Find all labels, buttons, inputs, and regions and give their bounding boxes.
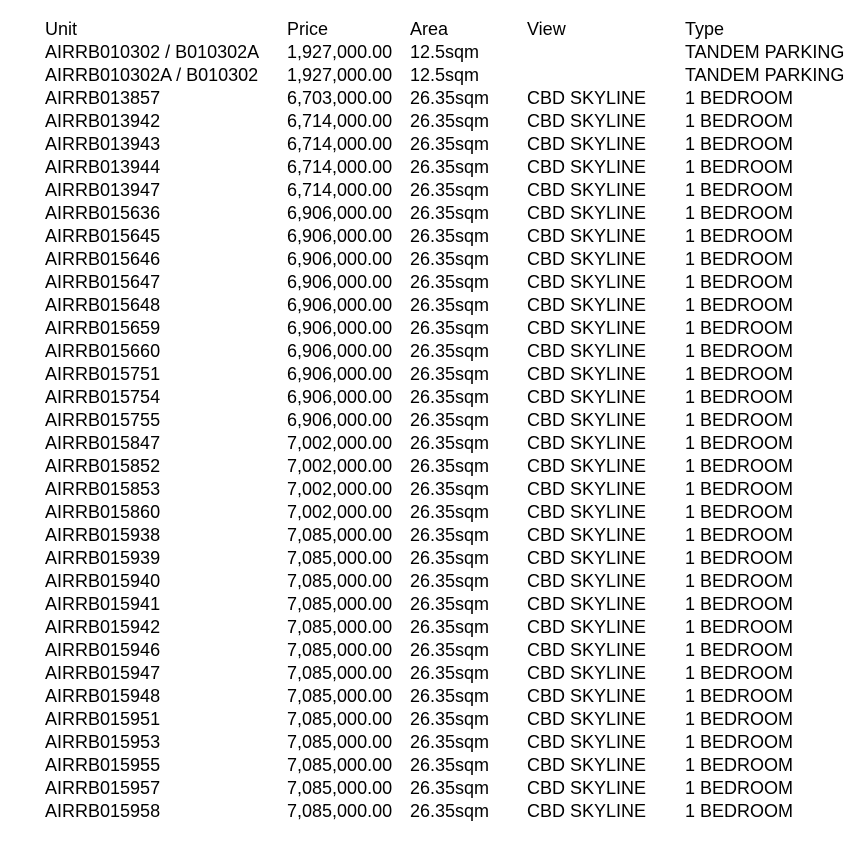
cell-type: 1 BEDROOM (685, 640, 794, 660)
cell-area: 26.35sqm (410, 640, 490, 660)
cell-unit: AIRRB015951 (45, 709, 161, 729)
cell-price: 6,714,000.00 (287, 111, 393, 131)
table-row (45, 432, 865, 455)
cell-view: CBD SKYLINE (527, 479, 647, 499)
cell-price: 7,002,000.00 (287, 456, 393, 476)
cell-type: 1 BEDROOM (685, 272, 794, 292)
table-row (45, 478, 865, 501)
cell-unit: AIRRB013857 (45, 88, 161, 108)
cell-area: 26.35sqm (410, 249, 490, 269)
table-row (45, 547, 865, 570)
cell-unit: AIRRB015754 (45, 387, 161, 407)
cell-type: 1 BEDROOM (685, 456, 794, 476)
cell-area: 26.35sqm (410, 318, 490, 338)
cell-price: 7,002,000.00 (287, 433, 393, 453)
cell-unit: AIRRB010302 / B010302A (45, 42, 260, 62)
cell-unit: AIRRB015853 (45, 479, 161, 499)
cell-price: 6,906,000.00 (287, 318, 393, 338)
cell-type: 1 BEDROOM (685, 548, 794, 568)
table-row (45, 708, 865, 731)
cell-area: 26.35sqm (410, 479, 490, 499)
cell-view: CBD SKYLINE (527, 571, 647, 591)
cell-type: 1 BEDROOM (685, 571, 794, 591)
cell-price: 7,085,000.00 (287, 663, 393, 683)
cell-price: 6,714,000.00 (287, 180, 393, 200)
cell-price: 6,714,000.00 (287, 134, 393, 154)
table-row (45, 570, 865, 593)
table-row (45, 340, 865, 363)
cell-area: 26.35sqm (410, 456, 490, 476)
table-row (45, 156, 865, 179)
cell-price: 7,085,000.00 (287, 732, 393, 752)
cell-unit: AIRRB013947 (45, 180, 161, 200)
cell-type: 1 BEDROOM (685, 686, 794, 706)
cell-price: 7,085,000.00 (287, 617, 393, 637)
cell-area: 26.35sqm (410, 295, 490, 315)
cell-price: 6,906,000.00 (287, 203, 393, 223)
table-row (45, 248, 865, 271)
cell-price: 7,085,000.00 (287, 525, 393, 545)
cell-area: 26.35sqm (410, 433, 490, 453)
cell-price: 7,085,000.00 (287, 594, 393, 614)
cell-price: 7,085,000.00 (287, 778, 393, 798)
cell-type: 1 BEDROOM (685, 341, 794, 361)
table-row (45, 317, 865, 340)
cell-area: 26.35sqm (410, 410, 490, 430)
cell-view: CBD SKYLINE (527, 226, 647, 246)
cell-area: 26.35sqm (410, 663, 490, 683)
cell-area: 26.35sqm (410, 387, 490, 407)
cell-view: CBD SKYLINE (527, 272, 647, 292)
table-row (45, 501, 865, 524)
cell-unit: AIRRB015648 (45, 295, 161, 315)
table-row (45, 133, 865, 156)
cell-unit: AIRRB015860 (45, 502, 161, 522)
cell-area: 26.35sqm (410, 134, 490, 154)
table-row (45, 662, 865, 685)
table-row (45, 409, 865, 432)
cell-area: 26.35sqm (410, 548, 490, 568)
cell-area: 26.35sqm (410, 594, 490, 614)
cell-view: CBD SKYLINE (527, 640, 647, 660)
cell-type: 1 BEDROOM (685, 88, 794, 108)
cell-view: CBD SKYLINE (527, 387, 647, 407)
cell-unit: AIRRB015645 (45, 226, 161, 246)
cell-type: 1 BEDROOM (685, 617, 794, 637)
cell-type: 1 BEDROOM (685, 732, 794, 752)
cell-unit: AIRRB015948 (45, 686, 161, 706)
cell-price: 1,927,000.00 (287, 42, 393, 62)
cell-price: 7,085,000.00 (287, 686, 393, 706)
cell-type: TANDEM PARKING (685, 65, 845, 85)
cell-price: 6,906,000.00 (287, 226, 393, 246)
cell-area: 26.35sqm (410, 111, 490, 131)
cell-area: 26.35sqm (410, 801, 490, 821)
cell-area: 26.35sqm (410, 88, 490, 108)
unit-listing-table (45, 18, 865, 823)
table-row (45, 386, 865, 409)
cell-area: 26.35sqm (410, 203, 490, 223)
cell-area: 26.35sqm (410, 732, 490, 752)
cell-unit: AIRRB015636 (45, 203, 161, 223)
cell-view: CBD SKYLINE (527, 134, 647, 154)
cell-view: CBD SKYLINE (527, 755, 647, 775)
cell-type: TANDEM PARKING (685, 42, 845, 62)
column-header-price: Price (287, 19, 329, 39)
cell-view: CBD SKYLINE (527, 341, 647, 361)
cell-unit: AIRRB015660 (45, 341, 161, 361)
cell-view: CBD SKYLINE (527, 709, 647, 729)
cell-area: 26.35sqm (410, 617, 490, 637)
cell-unit: AIRRB015958 (45, 801, 161, 821)
table-header (45, 18, 865, 41)
cell-price: 6,906,000.00 (287, 249, 393, 269)
table-row (45, 87, 865, 110)
cell-unit: AIRRB015647 (45, 272, 161, 292)
cell-price: 7,002,000.00 (287, 502, 393, 522)
column-header-type: Type (685, 19, 725, 39)
cell-area: 12.5sqm (410, 42, 480, 62)
cell-view: CBD SKYLINE (527, 686, 647, 706)
cell-type: 1 BEDROOM (685, 525, 794, 545)
cell-area: 26.35sqm (410, 272, 490, 292)
cell-view: CBD SKYLINE (527, 364, 647, 384)
header-row (45, 18, 865, 41)
cell-price: 7,085,000.00 (287, 709, 393, 729)
cell-unit: AIRRB015659 (45, 318, 161, 338)
cell-price: 1,927,000.00 (287, 65, 393, 85)
cell-view (527, 41, 685, 64)
cell-unit: AIRRB013943 (45, 134, 161, 154)
cell-price: 6,906,000.00 (287, 410, 393, 430)
table-row (45, 202, 865, 225)
cell-unit: AIRRB015646 (45, 249, 161, 269)
cell-type: 1 BEDROOM (685, 755, 794, 775)
cell-view: CBD SKYLINE (527, 88, 647, 108)
cell-unit: AIRRB015755 (45, 410, 161, 430)
table-row (45, 685, 865, 708)
cell-type: 1 BEDROOM (685, 226, 794, 246)
cell-unit: AIRRB015941 (45, 594, 161, 614)
table-row (45, 593, 865, 616)
cell-type: 1 BEDROOM (685, 111, 794, 131)
cell-price: 6,906,000.00 (287, 341, 393, 361)
cell-area: 26.35sqm (410, 226, 490, 246)
cell-area: 26.35sqm (410, 364, 490, 384)
table-row (45, 225, 865, 248)
cell-type: 1 BEDROOM (685, 134, 794, 154)
cell-view: CBD SKYLINE (527, 295, 647, 315)
cell-unit: AIRRB013942 (45, 111, 161, 131)
table-row (45, 455, 865, 478)
table-row (45, 64, 865, 87)
table-row (45, 800, 865, 823)
cell-area: 26.35sqm (410, 180, 490, 200)
cell-view (527, 64, 685, 87)
cell-area: 12.5sqm (410, 65, 480, 85)
cell-view: CBD SKYLINE (527, 433, 647, 453)
column-header-area: Area (410, 19, 449, 39)
cell-unit: AIRRB015955 (45, 755, 161, 775)
cell-price: 6,703,000.00 (287, 88, 393, 108)
cell-view: CBD SKYLINE (527, 410, 647, 430)
cell-type: 1 BEDROOM (685, 778, 794, 798)
cell-type: 1 BEDROOM (685, 318, 794, 338)
cell-area: 26.35sqm (410, 502, 490, 522)
cell-area: 26.35sqm (410, 571, 490, 591)
cell-area: 26.35sqm (410, 778, 490, 798)
cell-price: 7,085,000.00 (287, 640, 393, 660)
cell-view: CBD SKYLINE (527, 548, 647, 568)
cell-view: CBD SKYLINE (527, 617, 647, 637)
table-row (45, 731, 865, 754)
cell-view: CBD SKYLINE (527, 525, 647, 545)
cell-area: 26.35sqm (410, 709, 490, 729)
cell-type: 1 BEDROOM (685, 295, 794, 315)
cell-unit: AIRRB015751 (45, 364, 161, 384)
table-row (45, 754, 865, 777)
cell-view: CBD SKYLINE (527, 180, 647, 200)
cell-type: 1 BEDROOM (685, 157, 794, 177)
cell-unit: AIRRB015852 (45, 456, 161, 476)
table-row (45, 41, 865, 64)
cell-view: CBD SKYLINE (527, 249, 647, 269)
cell-price: 7,085,000.00 (287, 548, 393, 568)
cell-price: 6,906,000.00 (287, 295, 393, 315)
cell-view: CBD SKYLINE (527, 663, 647, 683)
cell-type: 1 BEDROOM (685, 663, 794, 683)
cell-type: 1 BEDROOM (685, 180, 794, 200)
cell-area: 26.35sqm (410, 525, 490, 545)
table-row (45, 524, 865, 547)
cell-view: CBD SKYLINE (527, 732, 647, 752)
cell-price: 7,085,000.00 (287, 801, 393, 821)
cell-unit: AIRRB015940 (45, 571, 161, 591)
column-header-unit: Unit (45, 19, 78, 39)
cell-price: 6,906,000.00 (287, 272, 393, 292)
cell-price: 7,085,000.00 (287, 571, 393, 591)
cell-type: 1 BEDROOM (685, 479, 794, 499)
cell-unit: AIRRB015947 (45, 663, 161, 683)
cell-type: 1 BEDROOM (685, 203, 794, 223)
cell-type: 1 BEDROOM (685, 364, 794, 384)
table-body (45, 41, 865, 823)
table-row (45, 294, 865, 317)
cell-area: 26.35sqm (410, 755, 490, 775)
cell-area: 26.35sqm (410, 686, 490, 706)
cell-type: 1 BEDROOM (685, 410, 794, 430)
cell-type: 1 BEDROOM (685, 502, 794, 522)
cell-unit: AIRRB010302A / B010302 (45, 65, 259, 85)
cell-view: CBD SKYLINE (527, 778, 647, 798)
cell-type: 1 BEDROOM (685, 594, 794, 614)
table-row (45, 616, 865, 639)
cell-view: CBD SKYLINE (527, 111, 647, 131)
cell-unit: AIRRB015847 (45, 433, 161, 453)
cell-type: 1 BEDROOM (685, 249, 794, 269)
table-row (45, 271, 865, 294)
cell-area: 26.35sqm (410, 341, 490, 361)
cell-view: CBD SKYLINE (527, 801, 647, 821)
table-row (45, 639, 865, 662)
table-row (45, 110, 865, 133)
cell-unit: AIRRB015938 (45, 525, 161, 545)
cell-price: 6,714,000.00 (287, 157, 393, 177)
cell-unit: AIRRB015953 (45, 732, 161, 752)
cell-price: 7,002,000.00 (287, 479, 393, 499)
cell-unit: AIRRB015942 (45, 617, 161, 637)
cell-view: CBD SKYLINE (527, 157, 647, 177)
cell-unit: AIRRB013944 (45, 157, 161, 177)
cell-price: 6,906,000.00 (287, 387, 393, 407)
cell-price: 7,085,000.00 (287, 755, 393, 775)
cell-type: 1 BEDROOM (685, 387, 794, 407)
cell-unit: AIRRB015957 (45, 778, 161, 798)
table-row (45, 363, 865, 386)
column-header-view: View (527, 19, 566, 39)
cell-type: 1 BEDROOM (685, 433, 794, 453)
cell-view: CBD SKYLINE (527, 594, 647, 614)
cell-price: 6,906,000.00 (287, 364, 393, 384)
cell-view: CBD SKYLINE (527, 318, 647, 338)
cell-unit: AIRRB015939 (45, 548, 161, 568)
cell-area: 26.35sqm (410, 157, 490, 177)
cell-unit: AIRRB015946 (45, 640, 161, 660)
cell-view: CBD SKYLINE (527, 502, 647, 522)
cell-view: CBD SKYLINE (527, 456, 647, 476)
cell-type: 1 BEDROOM (685, 801, 794, 821)
cell-type: 1 BEDROOM (685, 709, 794, 729)
cell-view: CBD SKYLINE (527, 203, 647, 223)
table-row (45, 179, 865, 202)
table-row (45, 777, 865, 800)
